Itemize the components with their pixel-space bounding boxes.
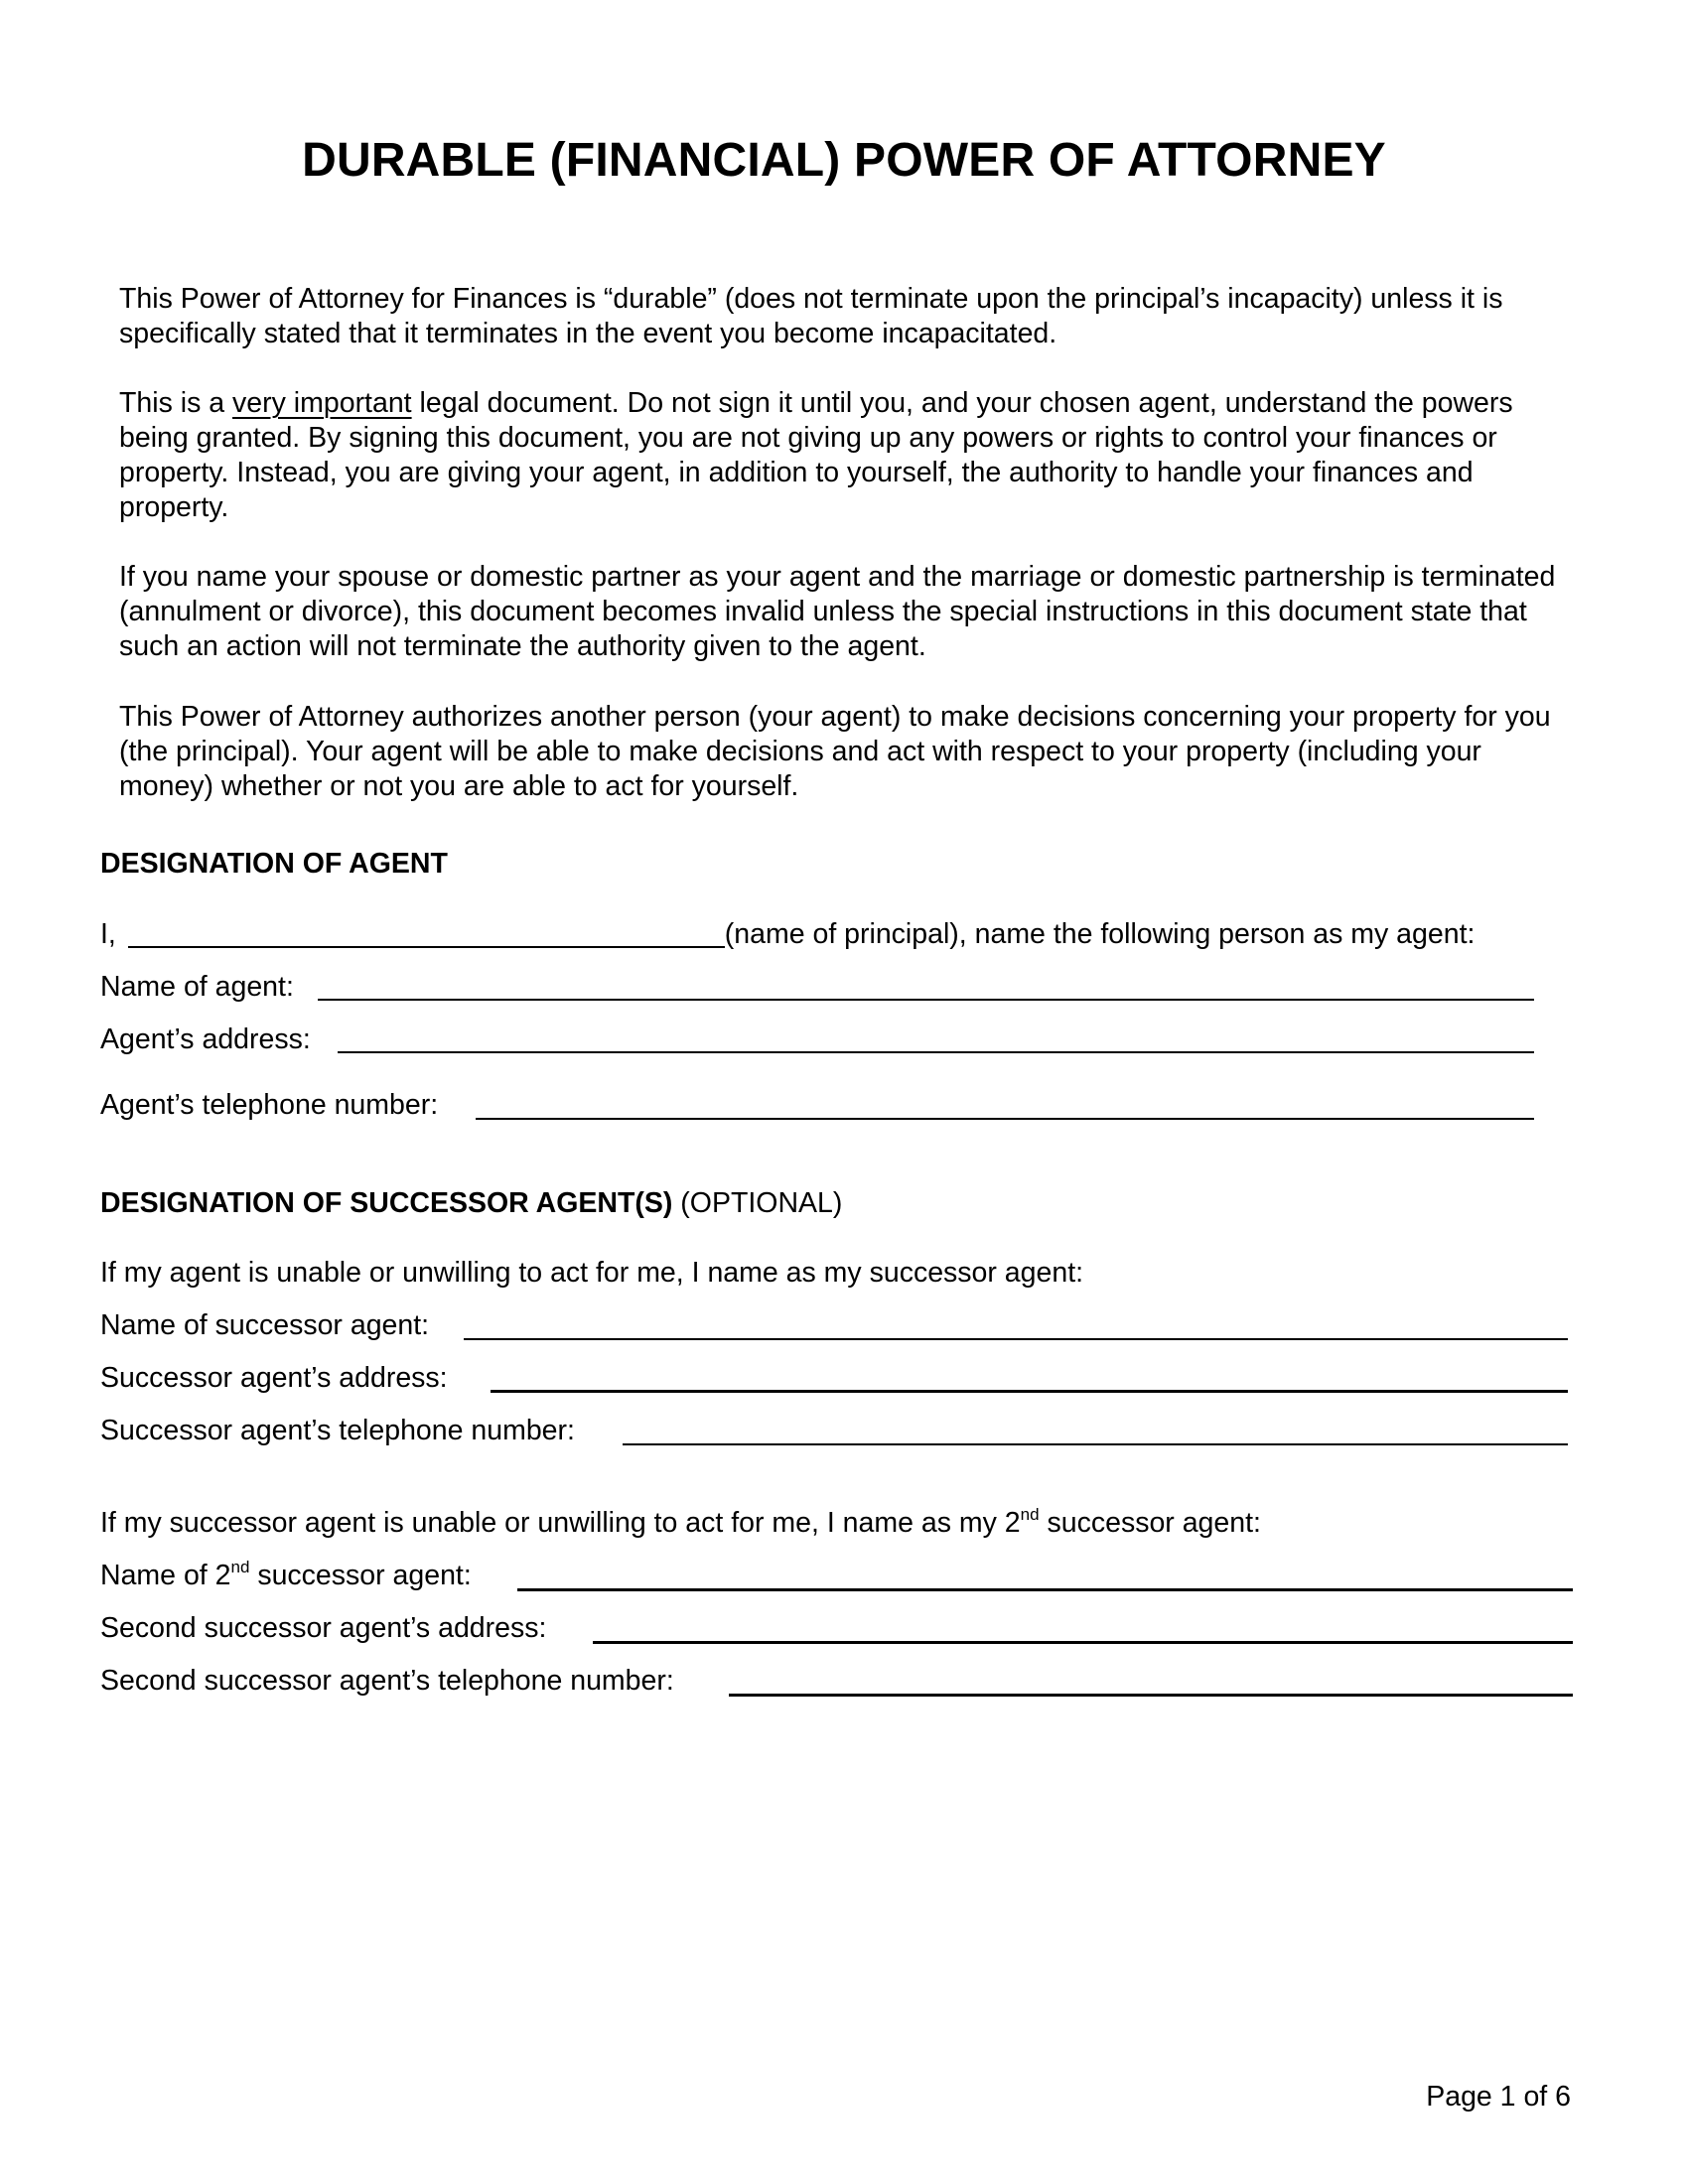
second-successor-intro-sup: nd — [1020, 1504, 1040, 1524]
second-successor-intro-end: successor agent: — [1039, 1507, 1261, 1539]
successor-name-blank[interactable] — [464, 1338, 1568, 1340]
agent-name-blank[interactable] — [318, 999, 1534, 1001]
agent-address-label: Agent’s address: — [100, 1024, 311, 1055]
intro-paragraph-spouse — [119, 560, 1569, 664]
second-successor-name-end: successor agent: — [249, 1560, 472, 1591]
agent-phone-label: Agent’s telephone number: — [100, 1089, 439, 1121]
successor-address-blank[interactable] — [491, 1390, 1568, 1393]
successor-phone-blank[interactable] — [623, 1443, 1568, 1445]
second-successor-phone-label: Second successor agent’s telephone number: — [100, 1665, 674, 1697]
second-successor-phone-blank[interactable] — [729, 1694, 1573, 1697]
successor-address-label: Successor agent’s address: — [100, 1362, 448, 1394]
document-title: DURABLE (FINANCIAL) POWER OF ATTORNEY — [302, 134, 1386, 187]
agent-address-blank[interactable] — [338, 1051, 1534, 1053]
second-successor-name-blank[interactable] — [517, 1588, 1573, 1591]
intro-paragraph-durable — [119, 282, 1569, 351]
designation-of-agent-heading — [100, 847, 448, 881]
second-successor-intro-start: If my successor agent is unable or unwilling to act for me, I name as my 2 — [100, 1507, 1021, 1539]
successor-name-label: Name of successor agent: — [100, 1309, 430, 1341]
second-successor-name-label — [100, 1559, 472, 1592]
principal-name-blank[interactable] — [128, 946, 725, 948]
successor-agents-heading-text: DESIGNATION OF SUCCESSOR AGENT(S) — [100, 1187, 673, 1219]
intro-text-3: If you name your spouse or domestic partner as your agent and the marriage or domestic partnership is terminated (annulment or divorce), this document becomes invalid unless the special instructions in this document state that such an action will not terminate the authority given to the agent. — [119, 561, 1556, 662]
intro-paragraph-important — [119, 386, 1569, 525]
second-successor-address-blank[interactable] — [593, 1641, 1573, 1644]
second-successor-address-label: Second successor agent’s address: — [100, 1612, 547, 1644]
optional-note: (OPTIONAL) — [672, 1187, 843, 1219]
successor-agents-heading — [100, 1186, 842, 1220]
second-successor-name-sup: nd — [230, 1557, 250, 1576]
intro-paragraph-authorizes — [119, 700, 1569, 804]
page-number: Page 1 of 6 — [1426, 2081, 1571, 2113]
principal-prefix: I, — [100, 918, 116, 950]
designation-of-agent-heading-text: DESIGNATION OF AGENT — [100, 848, 448, 880]
principal-suffix: (name of principal), name the following person as my agent: — [716, 918, 1476, 950]
second-successor-name-start: Name of 2 — [100, 1560, 231, 1591]
very-important-underlined: very important — [232, 387, 412, 419]
intro-text-1: This Power of Attorney for Finances is “durable” (does not terminate upon the principal’s incapacity) unless it is specifically stated that it terminates in the event you become incapacitated. — [119, 283, 1503, 349]
intro-text-2 — [119, 386, 1569, 525]
intro-text-4: This Power of Attorney authorizes another person (your agent) to make decisions concerning your property for you (the principal). Your agent will be able to make decisions and act with respect to your property (including your money) whether or not you are able to act for yourself. — [119, 701, 1551, 802]
agent-name-label: Name of agent: — [100, 971, 294, 1003]
intro-text-2-end: legal document. Do not sign it until you, and your chosen agent, understand the powers being granted. By signing this document, you are not giving up any powers or rights to control your finances or property. Instead, you are giving your agent, in addition to yourself, the authority to handle your finances and property. — [119, 387, 1513, 523]
second-successor-intro — [100, 1506, 1261, 1540]
successor-phone-label: Successor agent’s telephone number: — [100, 1415, 575, 1446]
agent-phone-blank[interactable] — [476, 1118, 1534, 1120]
intro-text-2-start: This is a — [119, 387, 233, 419]
successor-intro: If my agent is unable or unwilling to act for me, I name as my successor agent: — [100, 1257, 1084, 1289]
